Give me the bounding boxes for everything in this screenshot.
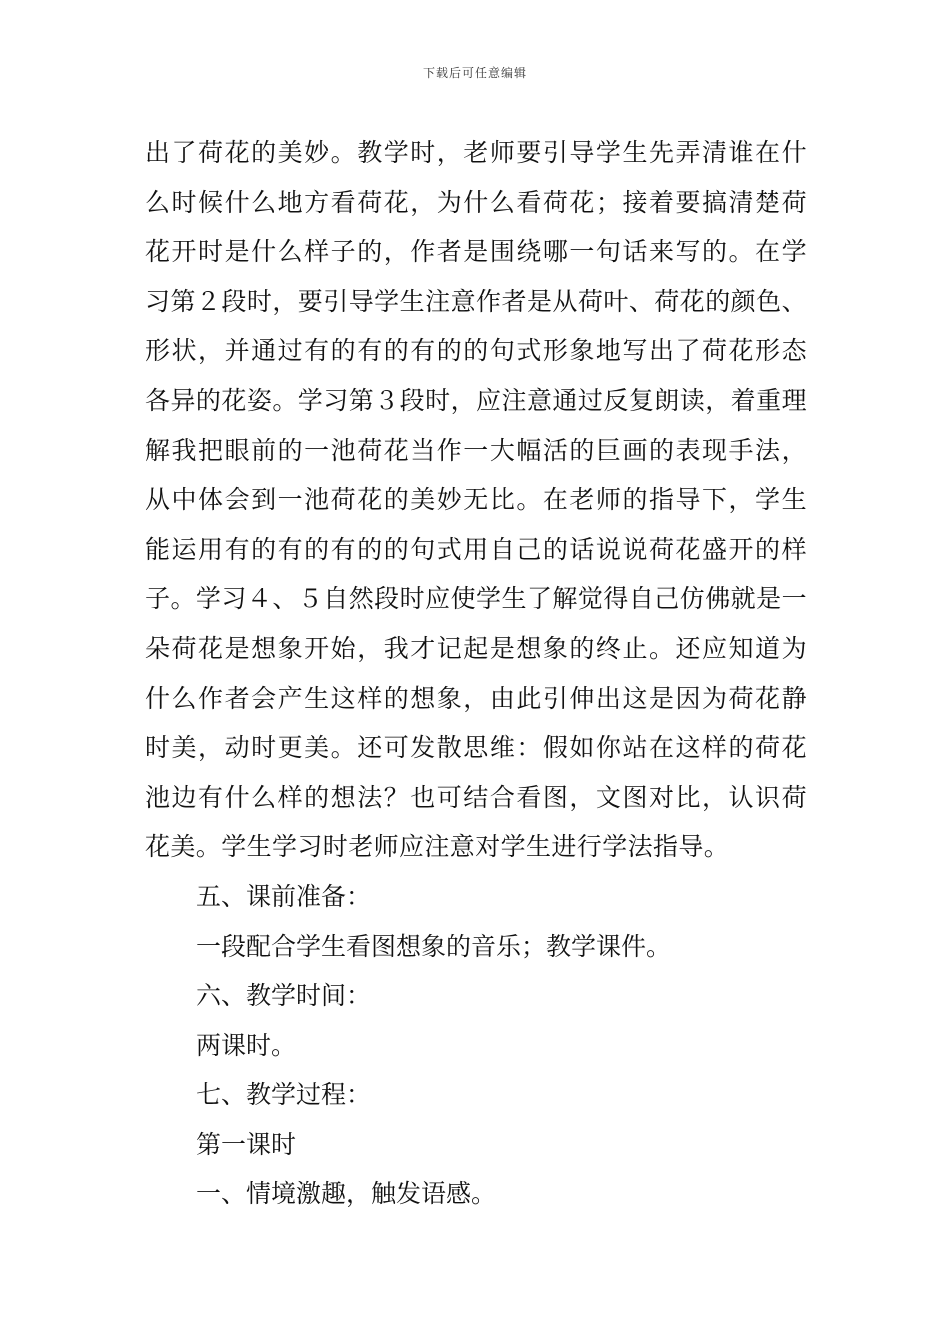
paragraph-line: 什么作者会产生这样的想象，由此引伸出这是因为荷花静 (145, 683, 807, 713)
paragraph-line: 花美。学生学习时老师应注意对学生进行学法指导。 (145, 832, 730, 862)
section-5-heading: 五、课前准备： (196, 881, 372, 911)
section-5-text: 一段配合学生看图想象的音乐；教学课件。 (196, 931, 672, 961)
paragraph-line: 子。学习４、５自然段时应使学生了解觉得自己仿佛就是一 (145, 584, 807, 614)
paragraph-line: 能运用有的有的有的的句式用自己的话说说荷花盛开的样 (145, 534, 807, 564)
paragraph-line: 朵荷花是想象开始，我才记起是想象的终止。还应知道为 (145, 633, 807, 663)
paragraph-line: 么时候什么地方看荷花，为什么看荷花；接着要搞清楚荷 (145, 187, 807, 217)
lesson-title: 第一课时 (196, 1129, 297, 1159)
paragraph-line: 习第２段时，要引导学生注意作者是从荷叶、荷花的颜色、 (145, 286, 807, 316)
paragraph-line: 出了荷花的美妙。教学时，老师要引导学生先弄清谁在什 (145, 138, 807, 167)
section-6-heading: 六、教学时间： (196, 981, 372, 1011)
step-1-heading: 一、情境激趣，触发语感。 (196, 1179, 497, 1209)
paragraph-line: 各异的花姿。学习第３段时，应注意通过反复朗读，着重理 (145, 385, 807, 415)
section-7-heading: 七、教学过程： (196, 1080, 372, 1110)
paragraph-line: 形状，并通过有的有的有的的句式形象地写出了荷花形态 (145, 336, 807, 366)
section-6-text: 两课时。 (196, 1030, 297, 1060)
paragraph-line: 从中体会到一池荷花的美妙无比。在老师的指导下，学生 (145, 485, 807, 515)
paragraph-line: 解我把眼前的一池荷花当作一大幅活的巨画的表现手法， (145, 435, 807, 465)
paragraph-line: 时美，动时更美。还可发散思维：假如你站在这样的荷花 (145, 733, 807, 763)
paragraph-line: 池边有什么样的想法？也可结合看图，文图对比，认识荷 (145, 782, 807, 812)
page-header-note: 下载后可任意编辑 (422, 66, 527, 80)
main-paragraph (145, 128, 807, 872)
document-body (145, 128, 807, 1219)
paragraph-line: 花开时是什么样子的，作者是围绕哪一句话来写的。在学 (145, 237, 807, 267)
